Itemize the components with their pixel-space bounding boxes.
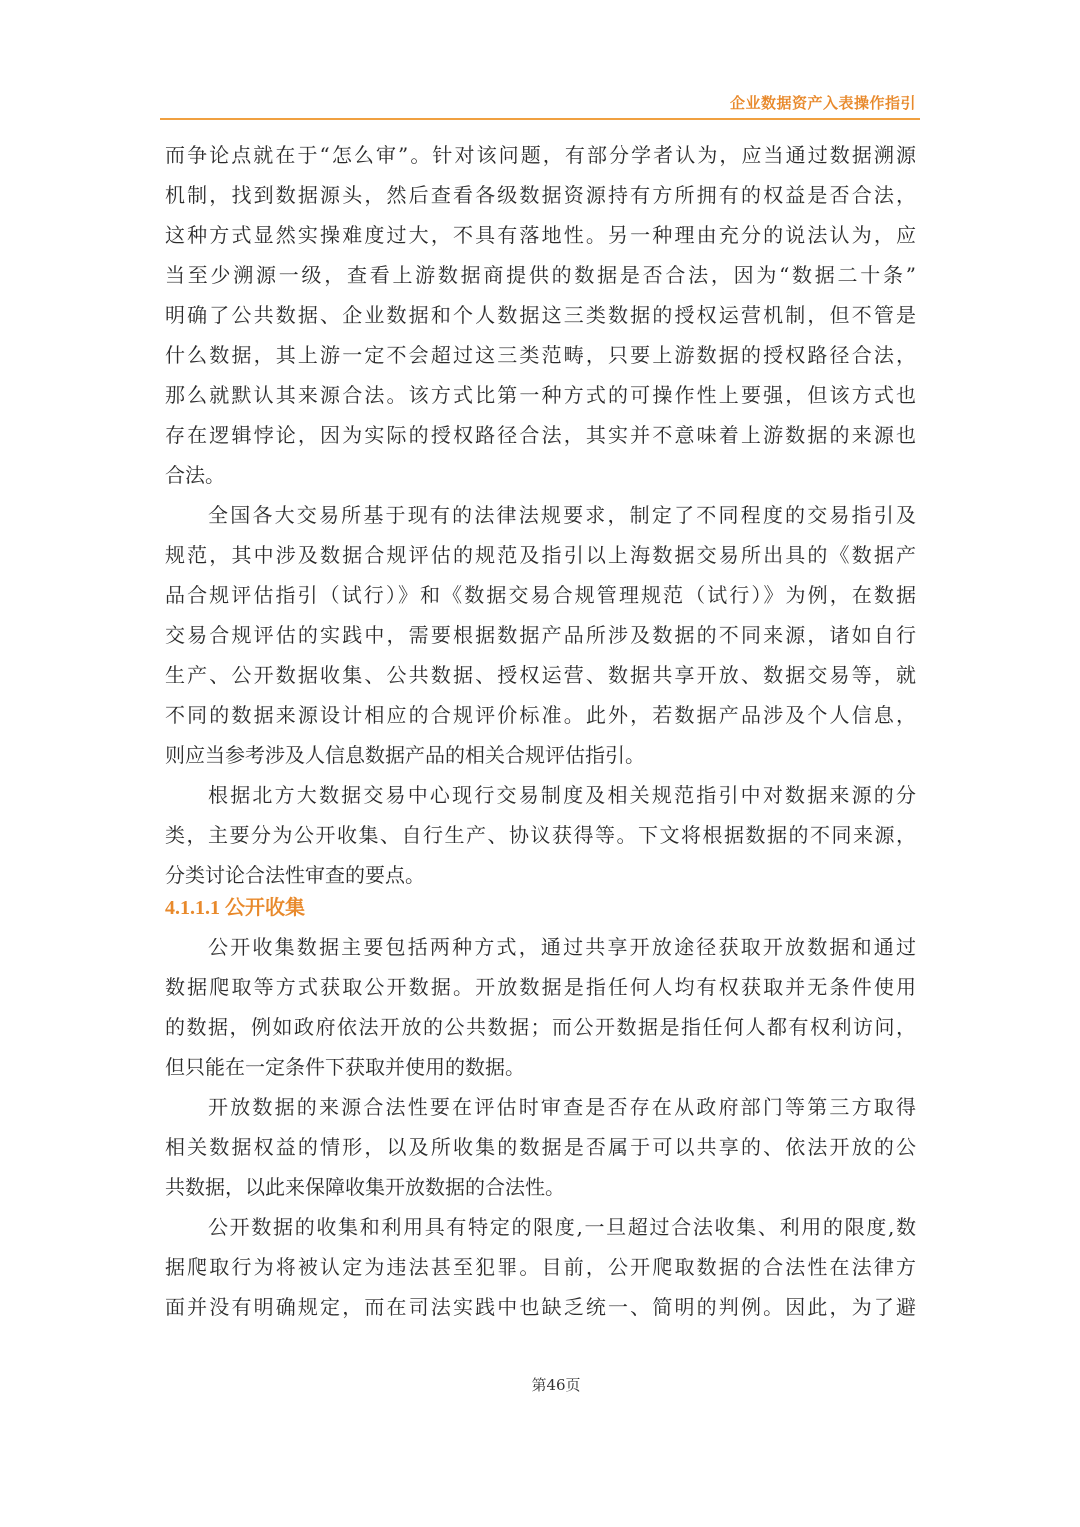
paragraph [165,135,916,495]
paragraph [165,495,916,775]
text-line: 存在逻辑悖论，因为实际的授权路径合法，其实并不意味着上游数据的来源也 [165,423,916,447]
text-line: 公开数据的收集和利用具有特定的限度,一旦超过合法收集、利用的限度,数 [208,1215,916,1239]
text-line: 的数据，例如政府依法开放的公共数据；而公开数据是指任何人都有权利访问， [165,1015,916,1039]
text-line: 则应当参考涉及人信息数据产品的相关合规评估指引。 [165,743,645,767]
text-line: 规范，其中涉及数据合规评估的规范及指引以上海数据交易所出具的《数据产 [165,543,916,567]
text-line: 品合规评估指引（试行）》和《数据交易合规管理规范（试行）》为例，在数据 [165,583,916,607]
header-divider [160,118,920,120]
paragraph [165,927,916,1087]
text-line: 数据爬取等方式获取公开数据。开放数据是指任何人均有权获取并无条件使用 [165,975,916,999]
document-body [165,135,916,1327]
text-line: 相关数据权益的情形，以及所收集的数据是否属于可以共享的、依法开放的公 [165,1135,916,1159]
text-line: 公开收集数据主要包括两种方式，通过共享开放途径获取开放数据和通过 [208,935,916,959]
text-line: 生产、公开数据收集、公共数据、授权运营、数据共享开放、数据交易等，就 [165,663,916,687]
text-line: 根据北方大数据交易中心现行交易制度及相关规范指引中对数据来源的分 [208,783,916,807]
text-line: 当至少溯源一级，查看上游数据商提供的数据是否合法，因为“数据二十条” [165,263,916,287]
text-line: 合法。 [165,463,225,487]
text-line: 机制，找到数据源头，然后查看各级数据资源持有方所拥有的权益是否合法， [165,183,916,207]
text-line: 但只能在一定条件下获取并使用的数据。 [165,1055,525,1079]
paragraph [165,1087,916,1207]
text-line: 那么就默认其来源合法。该方式比第一种方式的可操作性上要强，但该方式也 [165,383,916,407]
text-line: 明确了公共数据、企业数据和个人数据这三类数据的授权运营机制，但不管是 [165,303,916,327]
text-line: 据爬取行为将被认定为违法甚至犯罪。目前，公开爬取数据的合法性在法律方 [165,1255,916,1279]
page-number: 第46页 [531,1376,581,1394]
text-line: 交易合规评估的实践中，需要根据数据产品所涉及数据的不同来源，诸如自行 [165,623,916,647]
section-heading: 4.1.1.1 公开收集 [165,897,305,919]
paragraph [165,775,916,895]
text-line: 面并没有明确规定，而在司法实践中也缺乏统一、简明的判例。因此，为了避 [165,1295,916,1319]
text-line: 什么数据，其上游一定不会超过这三类范畴，只要上游数据的授权路径合法， [165,343,916,367]
text-line: 分类讨论合法性审查的要点。 [165,863,425,887]
text-line: 而争论点就在于“怎么审”。针对该问题，有部分学者认为，应当通过数据溯源 [165,143,916,167]
running-header-title: 企业数据资产入表操作指引 [729,94,916,112]
text-line: 不同的数据来源设计相应的合规评价标准。此外，若数据产品涉及个人信息， [165,703,916,727]
text-line: 全国各大交易所基于现有的法律法规要求，制定了不同程度的交易指引及 [208,503,916,527]
text-line: 这种方式显然实操难度过大，不具有落地性。另一种理由充分的说法认为，应 [165,223,916,247]
text-line: 类，主要分为公开收集、自行生产、协议获得等。下文将根据数据的不同来源， [165,823,916,847]
paragraph [165,1207,916,1327]
text-line: 开放数据的来源合法性要在评估时审查是否存在从政府部门等第三方取得 [208,1095,916,1119]
text-line: 共数据，以此来保障收集开放数据的合法性。 [165,1175,565,1199]
